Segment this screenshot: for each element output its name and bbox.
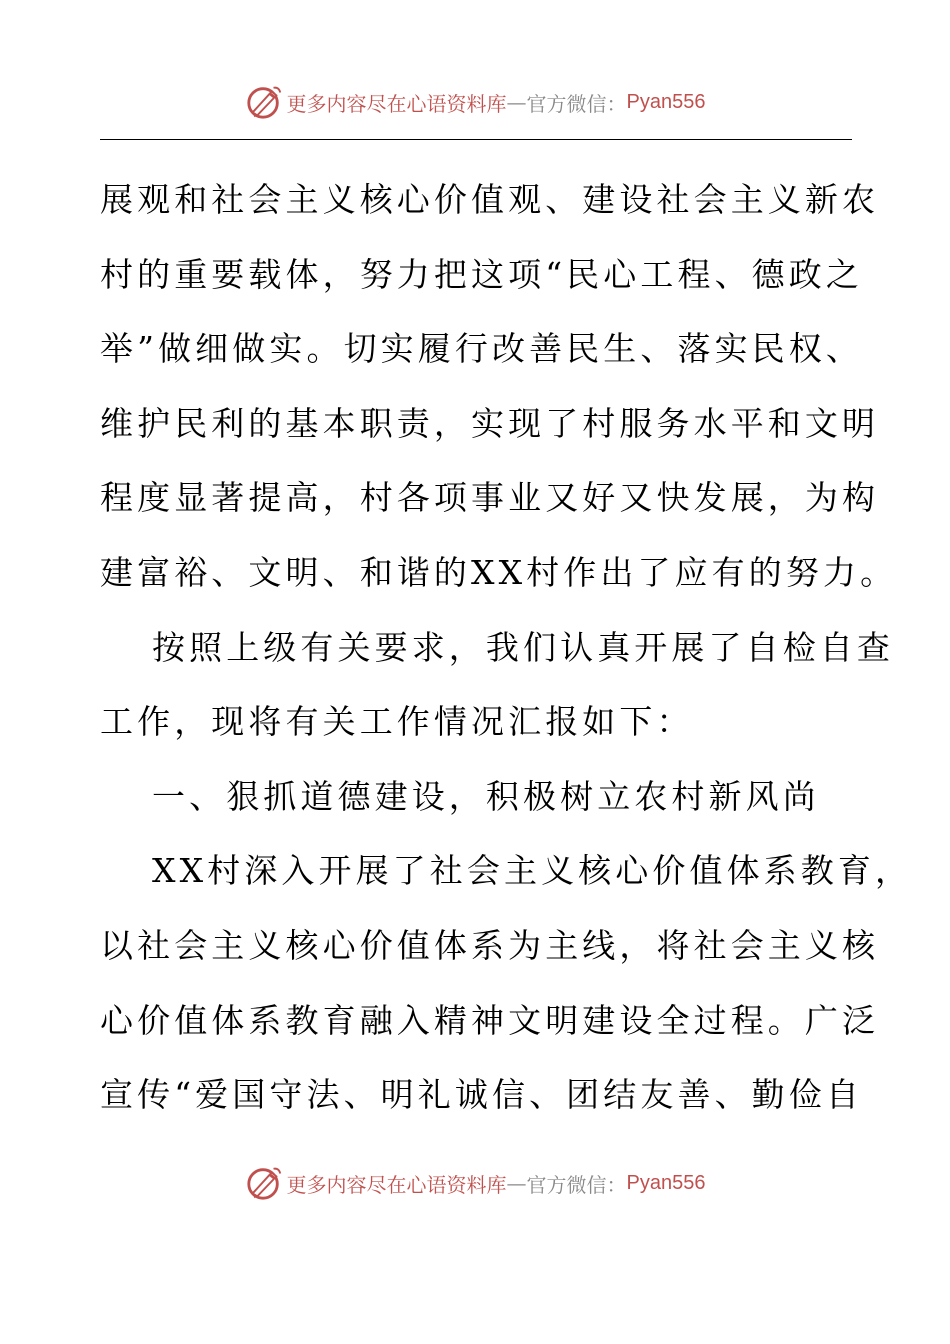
body-line: 展观和社会主义核心价值观、建设社会主义新农 — [100, 180, 880, 219]
banner-dash: — — [506, 90, 527, 114]
body-line: 举”做细做实。切实履行改善民生、落实民权、 — [100, 329, 863, 369]
banner-slogan: 更多内容尽在心语资料库 — [286, 1172, 507, 1197]
banner-contact-label: 官方微信： — [526, 1172, 627, 1197]
header-rule — [100, 139, 852, 140]
body-line: 宣传“爱国守法、明礼诚信、团结友善、勤俭自 — [100, 1075, 863, 1115]
section-heading: 一、狠抓道德建设，积极树立农村新风尚 — [152, 776, 820, 816]
pen-circle-logo-icon — [245, 83, 283, 121]
banner-contact-id: Pyan556 — [626, 90, 706, 113]
banner-contact-id: Pyan556 — [626, 1171, 706, 1194]
banner-contact-label: 官方微信： — [526, 91, 627, 116]
body-line: 村的重要载体，努力把这项“民心工程、德政之 — [100, 254, 863, 294]
body-line: 程度显著提高，村各项事业又好又快发展，为构 — [100, 478, 880, 518]
banner-slogan: 更多内容尽在心语资料库 — [286, 91, 507, 116]
header-banner — [0, 82, 950, 122]
paragraph-start-line: 按照上级有关要求，我们认真开展了自检自查 — [152, 627, 894, 667]
body-line: 以社会主义核心价值体系为主线，将社会主义核 — [100, 925, 880, 965]
pen-circle-logo-icon — [245, 1164, 283, 1202]
document-body — [100, 163, 913, 1133]
body-line: 维护民利的基本职责，实现了村服务水平和文明 — [100, 403, 880, 443]
footer-banner — [0, 1163, 950, 1203]
body-line: 心价值体系教育融入精神文明建设全过程。广泛 — [100, 1000, 880, 1040]
body-line: 工作，现将有关工作情况汇报如下： — [100, 702, 694, 742]
banner-dash: — — [506, 1171, 527, 1195]
paragraph-start-line: XX村深入开展了社会主义核心价值体系教育， — [152, 851, 913, 891]
body-line: 建富裕、文明、和谐的XX村作出了应有的努力。 — [100, 552, 898, 592]
